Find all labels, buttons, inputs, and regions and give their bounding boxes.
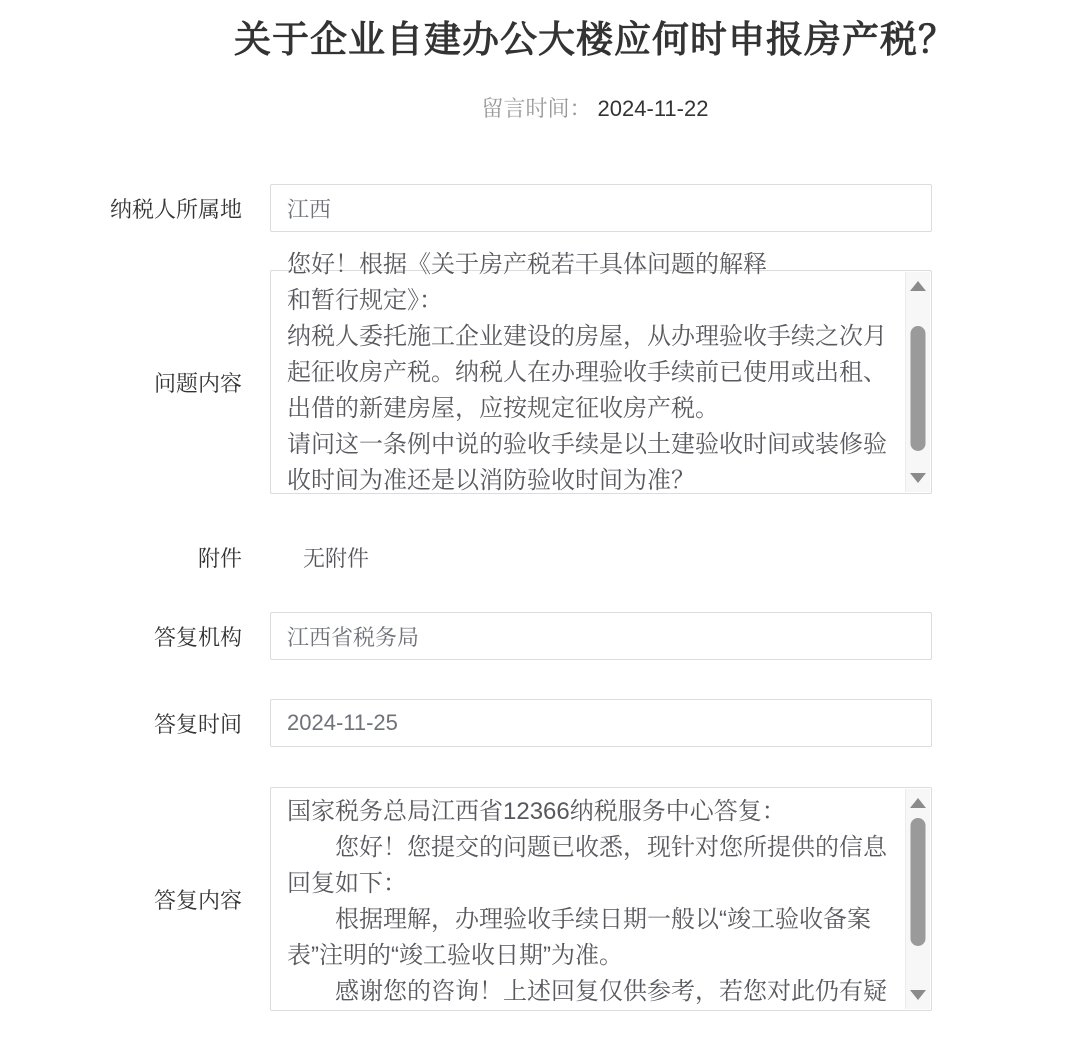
- message-time-value: 2024-11-22: [597, 96, 709, 121]
- question-scrollbar[interactable]: [905, 272, 930, 492]
- reply-line: 感谢您的咨询！上述回复仅供参考，若您对此仍有疑: [287, 978, 887, 1005]
- reply-content-text: [271, 788, 904, 1010]
- reply-line: 回复如下：: [287, 870, 407, 897]
- attachment-row: [0, 537, 1080, 577]
- taxpayer-region-value: 江西: [287, 196, 332, 222]
- reply-content-label: 答复内容: [153, 887, 242, 913]
- question-line: 起征收房产税。纳税人在办理验收手续前已使用或出租、: [287, 359, 887, 386]
- reply-content-textarea[interactable]: [270, 787, 932, 1011]
- question-line: 和暂行规定》：: [287, 287, 443, 314]
- question-content-text: [271, 251, 904, 494]
- reply-time-input[interactable]: [270, 699, 932, 747]
- reply-time-row: [0, 699, 1080, 747]
- question-scrollbar-thumb[interactable]: [911, 326, 926, 451]
- reply-line: 根据理解，办理验收手续日期一般以“竣工验收备案: [287, 906, 871, 933]
- message-detail-page: [0, 16, 1080, 1011]
- question-content-row: [0, 251, 1080, 494]
- reply-line: 您好！您提交的问题已收悉，现针对您所提供的信息: [287, 834, 887, 861]
- reply-line: 表”注明的“竣工验收日期”为准。: [287, 942, 623, 969]
- reply-line: 国家税务总局江西省12366纳税服务中心答复：: [287, 798, 786, 825]
- question-line: 收时间为准还是以消防验收时间为准？: [287, 467, 695, 494]
- taxpayer-region-input[interactable]: [270, 184, 932, 232]
- page-title: 关于企业自建办公大楼应何时申报房产税？: [234, 19, 956, 60]
- scroll-down-arrow-icon[interactable]: [910, 990, 926, 1000]
- scroll-up-arrow-icon[interactable]: [910, 798, 926, 808]
- reply-org-row: [0, 612, 1080, 660]
- question-line: 出借的新建房屋，应按规定征收房产税。: [287, 395, 719, 422]
- question-line: 请问这一条例中说的验收手续是以土建验收时间或装修验: [287, 431, 887, 458]
- reply-org-value: 江西省税务局: [287, 624, 420, 650]
- reply-org-input[interactable]: [270, 612, 932, 660]
- question-line-clipped: 您好！根据《关于房产税若干具体问题的解释: [287, 251, 767, 278]
- reply-time-label: 答复时间: [153, 711, 242, 737]
- question-content-textarea[interactable]: [270, 251, 932, 494]
- message-time-row: [0, 94, 1080, 124]
- question-content-label: 问题内容: [153, 370, 242, 396]
- attachment-value: 无附件: [303, 545, 370, 571]
- reply-scrollbar-thumb[interactable]: [911, 818, 926, 946]
- reply-scrollbar[interactable]: [905, 789, 930, 1009]
- reply-content-row: [0, 787, 1080, 1011]
- reply-org-label: 答复机构: [153, 624, 242, 650]
- scroll-up-arrow-icon[interactable]: [910, 281, 926, 291]
- scroll-down-arrow-icon[interactable]: [910, 473, 926, 483]
- taxpayer-region-row: [0, 184, 1080, 232]
- message-time-label: 留言时间：: [481, 96, 592, 121]
- attachment-label: 附件: [197, 545, 242, 571]
- reply-time-value: 2024-11-25: [287, 710, 398, 735]
- taxpayer-region-label: 纳税人所属地: [109, 196, 242, 222]
- question-line: 纳税人委托施工企业建设的房屋，从办理验收手续之次月: [287, 323, 887, 350]
